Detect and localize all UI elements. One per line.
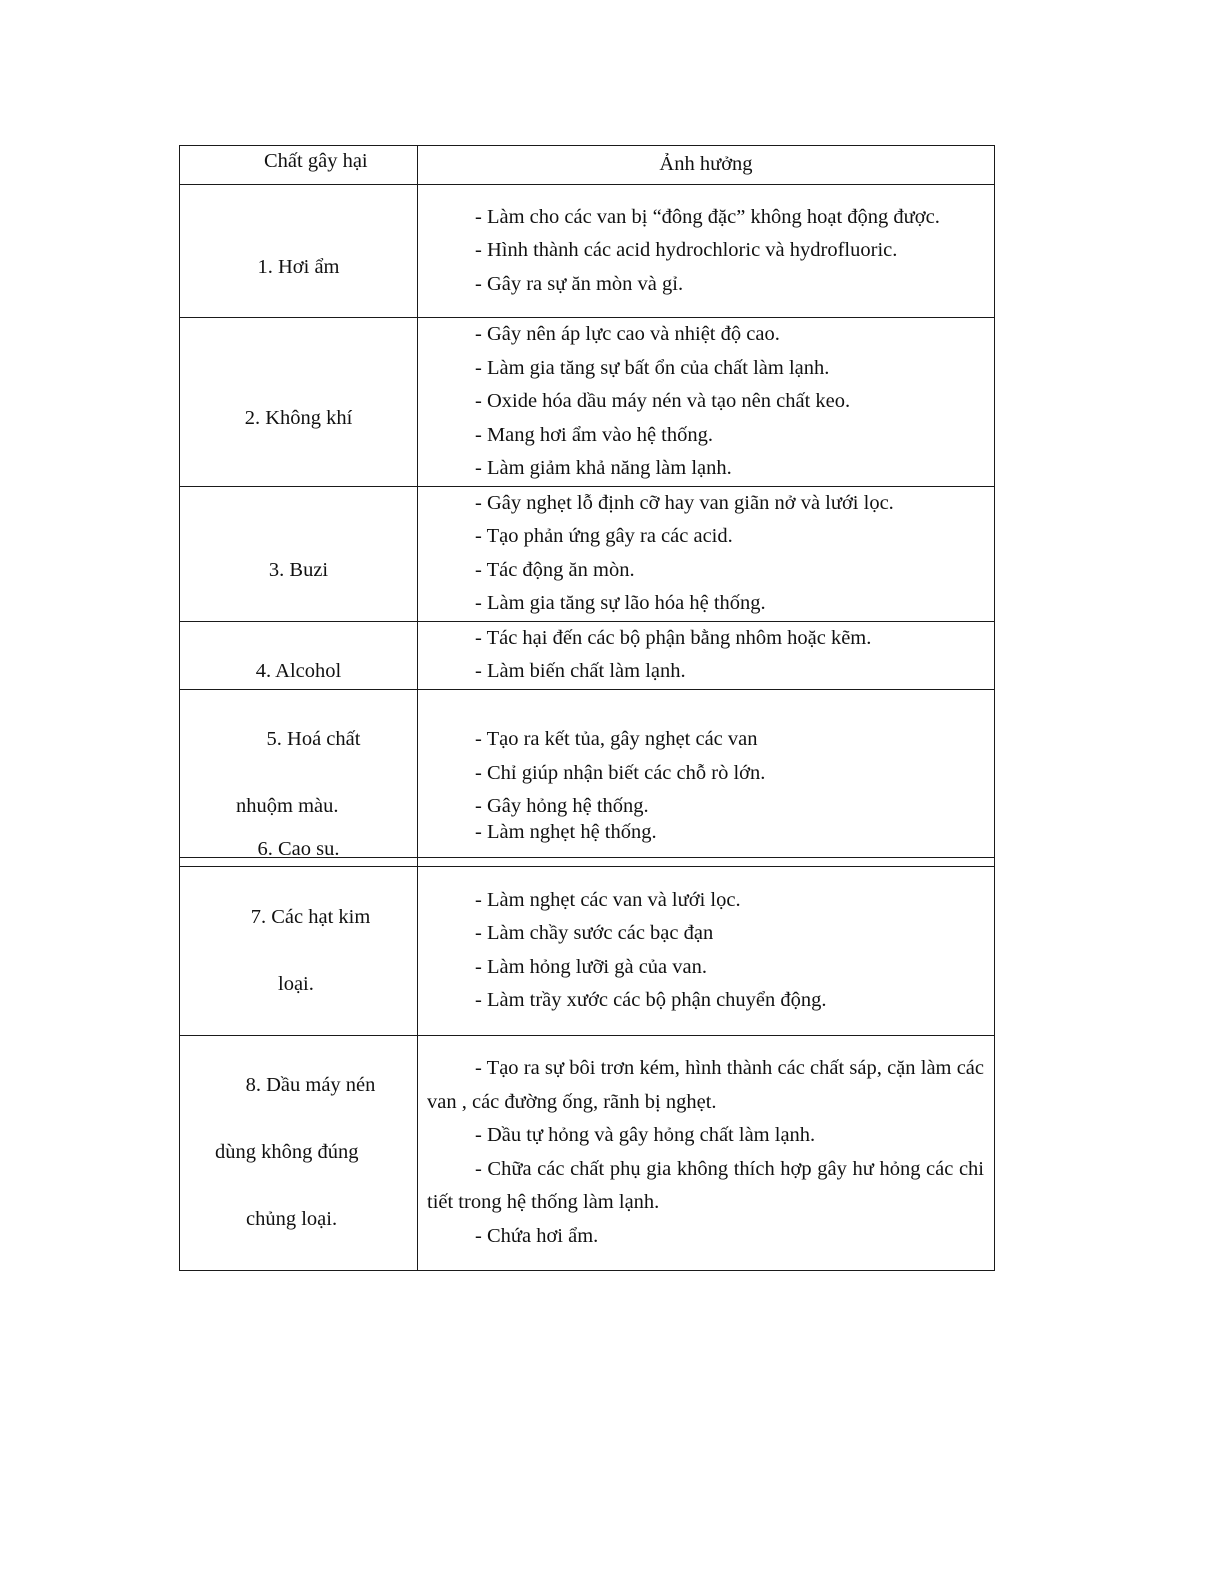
effect-line: - Hình thành các acid hydrochloric và hydrofluoric. bbox=[475, 239, 898, 262]
harmful-substances-table-part-2 bbox=[179, 799, 995, 1271]
effect-line: - Mang hơi ẩm vào hệ thống. bbox=[475, 423, 714, 446]
header-substance: Chất gây hại bbox=[180, 146, 418, 185]
table-row bbox=[180, 621, 995, 689]
table-row bbox=[180, 185, 995, 318]
effect-cell bbox=[418, 185, 995, 318]
substance-name-line: chủng loại. bbox=[246, 1208, 338, 1230]
substance-name: 2. Không khí bbox=[244, 406, 353, 429]
substance-name-line: loại. bbox=[278, 972, 314, 995]
effect-cell bbox=[418, 318, 995, 487]
effect-line: - Tạo ra sự bôi trơn kém, hình thành các chất sáp, cặn làm các van , các đường ống, rãnh bị nghẹt. bbox=[427, 1057, 984, 1113]
substance-cell bbox=[180, 799, 418, 867]
effect-line: - Chỉ giúp nhận biết các chỗ rò lớn. bbox=[475, 761, 766, 784]
effect-cell bbox=[418, 621, 995, 689]
effect-line: - Oxide hóa dầu máy nén và tạo nên chất keo. bbox=[475, 390, 851, 412]
substance-name-line: 7. Các hạt kim bbox=[250, 905, 371, 928]
substance-name-line: 5. Hoá chất bbox=[266, 728, 361, 750]
table-row bbox=[180, 799, 995, 867]
table-row bbox=[180, 486, 995, 621]
substance-cell bbox=[180, 1035, 418, 1271]
effect-line: - Gây ra sự ăn mòn và gỉ. bbox=[475, 272, 684, 295]
effect-line: - Làm biến chất làm lạnh. bbox=[475, 660, 686, 682]
table-row bbox=[180, 318, 995, 487]
effect-cell bbox=[418, 486, 995, 621]
effect-cell bbox=[418, 1035, 995, 1271]
substance-cell bbox=[180, 185, 418, 318]
substance-name: 4. Alcohol bbox=[255, 660, 342, 682]
table-row bbox=[180, 1035, 995, 1271]
effect-line: - Làm gia tăng sự bất ổn của chất làm lạnh. bbox=[475, 356, 830, 379]
substance-name-line: 8. Dầu máy nén bbox=[245, 1074, 376, 1096]
effect-line: - Dầu tự hỏng và gây hỏng chất làm lạnh. bbox=[475, 1124, 816, 1147]
substance-cell bbox=[180, 867, 418, 1036]
effect-line: - Chữa các chất phụ gia không thích hợp gây hư hỏng các chi tiết trong hệ thống làm lạnh. bbox=[427, 1157, 984, 1214]
effect-cell bbox=[418, 799, 995, 867]
effect-cell bbox=[418, 867, 995, 1036]
header-effect: Ảnh hưởng bbox=[418, 146, 995, 185]
substance-cell bbox=[180, 318, 418, 487]
effect-line: - Làm giảm khả năng làm lạnh. bbox=[475, 457, 732, 479]
effect-line: - Gây hỏng hệ thống. bbox=[475, 795, 649, 817]
effect-line: - Làm chầy sước các bạc đạn bbox=[475, 922, 714, 945]
substance-name: 6. Cao su. bbox=[257, 837, 340, 860]
harmful-substances-table-part-1 bbox=[179, 145, 995, 858]
table-header-row bbox=[180, 146, 995, 185]
substance-cell bbox=[180, 486, 418, 621]
effect-line: - Làm gia tăng sự lão hóa hệ thống. bbox=[475, 592, 766, 614]
effect-line: - Tác hại đến các bộ phận bằng nhôm hoặc kẽm. bbox=[475, 626, 872, 649]
effect-line: - Tạo ra kết tủa, gây nghẹt các van bbox=[475, 728, 758, 750]
effect-line: - Gây nên áp lực cao và nhiệt độ cao. bbox=[475, 323, 780, 345]
substance-cell bbox=[180, 621, 418, 689]
effect-line: - Làm trầy xước các bộ phận chuyển động. bbox=[475, 989, 827, 1012]
effect-line: - Tác động ăn mòn. bbox=[475, 558, 635, 581]
effect-line: - Làm hỏng lưỡi gà của van. bbox=[475, 955, 708, 978]
substance-name-line: nhuộm màu. bbox=[236, 795, 339, 817]
effect-line: - Làm cho các van bị “đông đặc” không hoạt động được. bbox=[475, 205, 940, 228]
substance-name: 3. Buzi bbox=[268, 558, 329, 581]
effect-line: - Làm nghẹt các van và lưới lọc. bbox=[475, 888, 741, 911]
effect-line: - Chứa hơi ẩm. bbox=[475, 1224, 599, 1247]
table-row bbox=[180, 867, 995, 1036]
effect-line: - Gây nghẹt lỗ định cỡ hay van giãn nở và lưới lọc. bbox=[475, 491, 894, 514]
substance-name: 1. Hơi ẩm bbox=[257, 256, 340, 278]
substance-name-line: dùng không đúng bbox=[215, 1141, 359, 1163]
effect-line: - Làm nghẹt hệ thống. bbox=[475, 820, 657, 843]
effect-line: - Tạo phản ứng gây ra các acid. bbox=[475, 525, 733, 547]
